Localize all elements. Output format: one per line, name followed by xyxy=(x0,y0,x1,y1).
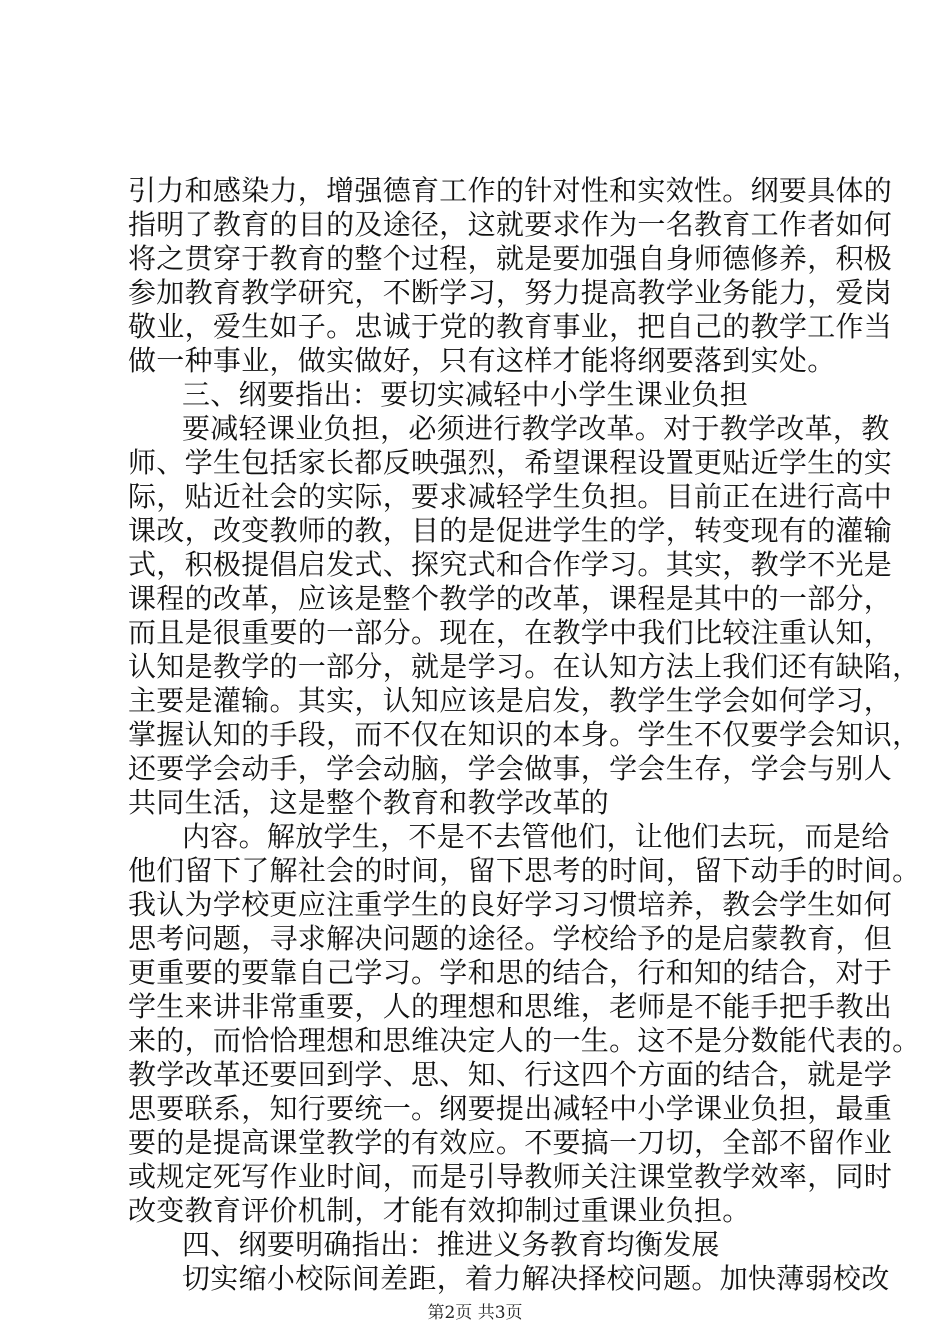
text-line: 要的是提高课堂教学的有效应。不要搞一刀切，全部不留作业 xyxy=(128,1126,893,1159)
text-line: 学生来讲非常重要，人的理想和思维，老师是不能手把手教出 xyxy=(128,990,893,1023)
text-line: 而且是很重要的一部分。现在，在教学中我们比较注重认知， xyxy=(128,616,893,649)
text-line: 思考问题，寻求解决问题的途径。学校给予的是启蒙教育，但 xyxy=(128,922,893,955)
text-line: 共同生活，这是整个教育和教学改革的 xyxy=(128,786,610,819)
text-line: 引力和感染力，增强德育工作的针对性和实效性。纲要具体的 xyxy=(128,174,893,207)
text-line: 思要联系，知行要统一。纲要提出减轻中小学课业负担，最重 xyxy=(128,1092,893,1125)
text-line: 或规定死写作业时间，而是引导教师关注课堂教学效率，同时 xyxy=(128,1160,893,1193)
text-line: 切实缩小校际间差距，着力解决择校问题。加快薄弱校改 xyxy=(182,1262,890,1295)
text-line: 认知是教学的一部分，就是学习。在认知方法上我们还有缺陷， xyxy=(128,650,921,683)
page-footer: 第2页 共3页 xyxy=(427,1303,523,1323)
text-line: 指明了教育的目的及途径，这就要求作为一名教育工作者如何 xyxy=(128,208,893,241)
text-line: 际，贴近社会的实际，要求减轻学生负担。目前正在进行高中 xyxy=(128,480,893,513)
text-line: 敬业，爱生如子。忠诚于党的教育事业，把自己的教学工作当 xyxy=(128,310,893,343)
text-line: 师、学生包括家长都反映强烈，希望课程设置更贴近学生的实 xyxy=(128,446,893,479)
text-line: 改变教育评价机制，才能有效抑制过重课业负担。 xyxy=(128,1194,751,1227)
text-line: 做一种事业，做实做好，只有这样才能将纲要落到实处。 xyxy=(128,344,836,377)
text-line: 还要学会动手，学会动脑，学会做事，学会生存，学会与别人 xyxy=(128,752,893,785)
text-line: 参加教育教学研究，不断学习，努力提高教学业务能力，爱岗 xyxy=(128,276,893,309)
text-line: 式，积极提倡启发式、探究式和合作学习。其实，教学不光是 xyxy=(128,548,893,581)
section-heading: 三、纲要指出：要切实减轻中小学生课业负担 xyxy=(182,378,749,411)
text-line: 来的，而恰恰理想和思维决定人的一生。这不是分数能代表的。 xyxy=(128,1024,921,1057)
text-line: 更重要的要靠自己学习。学和思的结合，行和知的结合，对于 xyxy=(128,956,893,989)
section-heading: 四、纲要明确指出：推进义务教育均衡发展 xyxy=(182,1228,720,1261)
text-line: 要减轻课业负担，必须进行教学改革。对于教学改革，教 xyxy=(182,412,890,445)
text-line: 内容。解放学生，不是不去管他们，让他们去玩，而是给 xyxy=(182,820,890,853)
text-line: 课改，改变教师的教，目的是促进学生的学，转变现有的灌输 xyxy=(128,514,893,547)
text-line: 教学改革还要回到学、思、知、行这四个方面的结合，就是学 xyxy=(128,1058,893,1091)
text-line: 课程的改革，应该是整个教学的改革，课程是其中的一部分， xyxy=(128,582,893,615)
text-line: 将之贯穿于教育的整个过程，就是要加强自身师德修养，积极 xyxy=(128,242,893,275)
text-line: 主要是灌输。其实，认知应该是启发，教学生学会如何学习， xyxy=(128,684,893,717)
text-line: 他们留下了解社会的时间，留下思考的时间，留下动手的时间。 xyxy=(128,854,921,887)
text-line: 我认为学校更应注重学生的良好学习习惯培养，教会学生如何 xyxy=(128,888,893,921)
text-line: 掌握认知的手段，而不仅在知识的本身。学生不仅要学会知识， xyxy=(128,718,921,751)
